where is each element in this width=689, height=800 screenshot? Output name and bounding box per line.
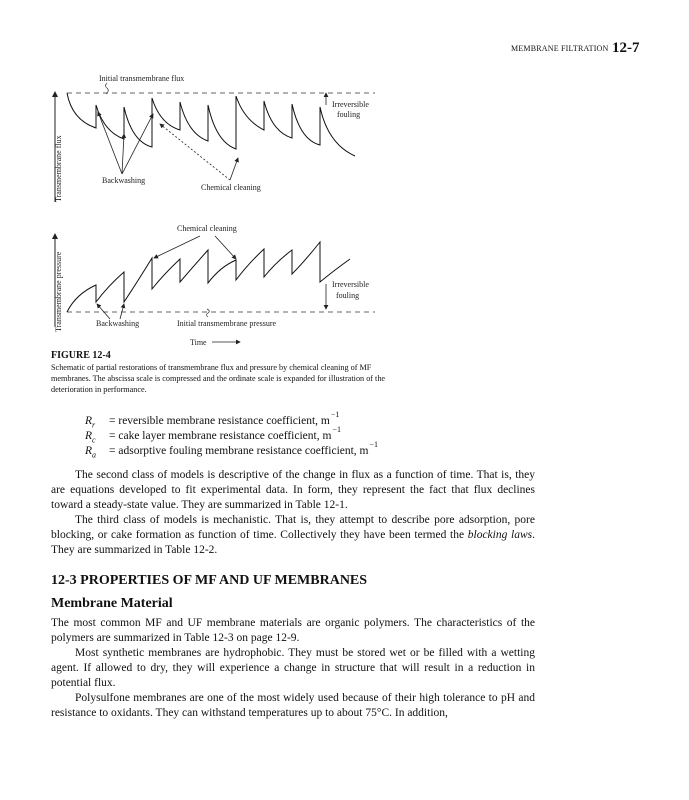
paragraph: Most synthetic membranes are hydrophobic. They must be stored wet or be filled with a wetting agent. If allowed to dry, they will experience a change in structure that will result in a reduction in potential flux. [51,647,535,689]
pressure-backwashing-label: Backwashing [96,319,140,328]
subsection-heading: Membrane Material [51,596,173,611]
body-text-lower [51,616,535,721]
initial-pressure-pointer [207,309,210,317]
pressure-irreversible-label-2: fouling [336,291,360,300]
caption-text: Schematic of partial restorations of transmembrane flux and pressure by chemical cleaning of MF membranes. The abscissa scale is compressed and the ordinate scale is expanded for illustration of the deterioration in performance. [51,363,386,394]
initial-flux-pointer [106,83,109,94]
figure-caption [51,350,386,395]
flux-chemical-label: Chemical cleaning [201,183,261,192]
paragraph: Polysulfone membranes are one of the most widely used because of their high tolerance to pH and resistance to oxidants. They can withstand temperatures up to about 75°C. In addition, [51,692,535,719]
figure-12-4 [40,62,390,352]
definition-row: $R_c$ = cake layer membrane resistance coefficient, $m^{-1}$ [85,425,341,445]
body-text-upper [51,468,535,558]
initial-flux-label: Initial transmembrane flux [99,74,185,83]
pressure-initial-label: Initial transmembrane pressure [177,319,277,328]
flux-axis-label: Transmembrane flux [54,135,63,202]
page-header [0,40,689,60]
flux-irreversible-label-2: fouling [337,110,361,119]
caption-title: FIGURE 12-4 [51,350,111,361]
running-title: MEMBRANE FILTRATION [511,44,609,53]
flux-backwashing-label: Backwashing [102,176,146,185]
paragraph: The most common MF and UF membrane materials are organic polymers. The characteristics of the polymers are summarized in Table 12-3 on page 12-9. [51,617,535,644]
definition-row: $R_a$ = adsorptive fouling membrane resistance coefficient, $m^{-1}$ [85,440,379,460]
time-axis-label: Time [190,338,207,347]
pressure-axis-label: Transmembrane pressure [54,251,63,332]
section-heading: 12-3 PROPERTIES OF MF AND UF MEMBRANES [51,573,368,588]
pressure-irreversible-label-1: Irreversible [332,280,369,289]
paragraph: The third class of models is mechanistic. That is, they attempt to describe pore adsorption, pore blocking, or cake formation as function of time. Collectively they have been termed the blocking laws. They are summarized in Table 12-2. [51,514,535,556]
page-number: 12-7 [612,40,640,56]
pressure-curve [67,242,350,312]
flux-curve [67,93,355,156]
figure-drawing [40,62,390,352]
flux-irreversible-label-1: Irreversible [332,100,369,109]
definitions-list [85,410,379,460]
pressure-chemical-label: Chemical cleaning [177,224,237,233]
definition-row: $R_r$ = reversible membrane resistance coefficient, $m^{-1}$ [85,410,340,430]
paragraph: The second class of models is descriptive of the change in flux as a function of time. That is, they are equations developed to fit experimental data. In form, they represent the fact that flux declines toward a steady-state value. They are summarized in Table 12-1. [51,469,535,511]
